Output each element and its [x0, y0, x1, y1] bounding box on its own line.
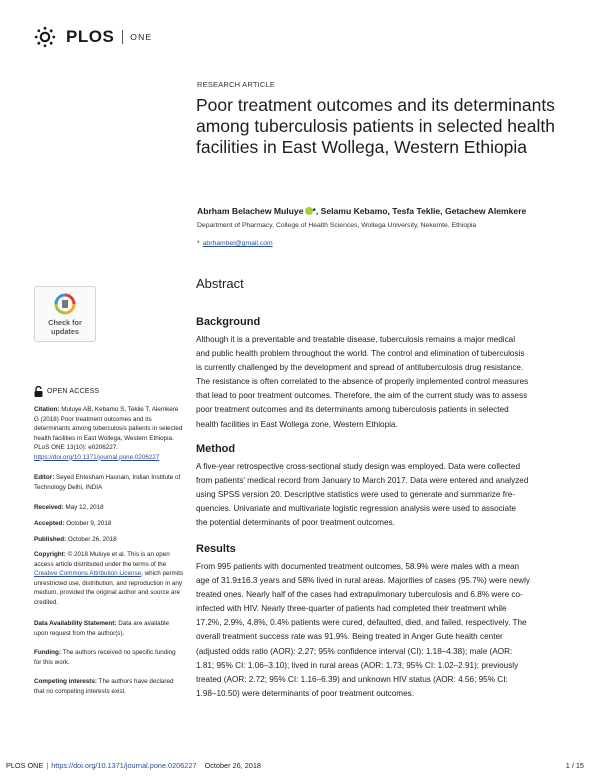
check-for-updates-badge[interactable]	[34, 286, 96, 342]
license-link[interactable]: Creative Commons Attribution License	[34, 570, 142, 577]
results-paragraph: From 995 patients with documented treatment outcomes, 58.9% were males with a mean age of 31.9±16.3 years and 58% lived in rural areas. Majorities of cases (95.7%) were newly treated ones. Nearly half of the cases had extrapulmonary tuberculosis and 6.8% were co- infected with HIV. Nearly three-quarter of patients had completed their treatment while 17.2%, 2.9%, 4.8%, 0.4% patients were cured, defaulted, died, and failed, respectively. The overall treatment success rate was 91.9%. Being treated in Anger Gute health center (adjusted odds ratio (AOR): 2.27; 95% confidence interval (CI): 1.18–4.38); male (AOR: 1.81; 95% CI: 1.06–3.10); lived in rural areas (AOR: 1.73; 95% CI: 1.02–2.91); previously treated (AOR: 2.72; 95% CI: 1.16–6.39) and unknown HIV status (AOR: 4.56; 95% CI: 1.98–10.50) were determinants of poor treatment outcomes.	[196, 562, 530, 698]
corresponding-email: * abrhambel@gmail.com	[197, 240, 273, 247]
competing-interests-block: Competing interests: The authors have declared that no competing interests exist.	[34, 678, 174, 695]
method-paragraph: A five-year retrospective cross-sectional study design was employed. Data were collected from patients' medical record from January to March 2017. Data were entered and analyzed using SPSS version 20. Descriptive statistics were used to generate and summarize fre- quencies. Univariate and multivariate logistic regression analysis were used to associate the potential determinants of poor treatment outcomes.	[196, 462, 529, 528]
editor-block: Editor: Seyed Ehtesham Hasnain, Indian Institute of Technology Delhi, INDIA	[34, 474, 181, 491]
copyright-block: Copyright: © 2018 Muluye et al. This is an open access article distributed under the terms of the Creative Commons Attribution License, which permits unrestricted use, distribution, and reproduction in any medium, provided the original author and source are credited.	[34, 551, 184, 606]
article-type: RESEARCH ARTICLE	[197, 80, 276, 89]
received-date: Received: May 12, 2018	[34, 504, 104, 511]
check-for-updates-icon	[54, 293, 76, 315]
method-heading: Method	[196, 443, 236, 455]
background-paragraph: Although it is a preventable and treatable disease, tuberculosis remains a major medical and public health problem throughout the world. The control and elimination of tuberculosis is currently challenged by the development and spread of antituberculosis drug resistance. The resistance is often correlated to the absence of properly implemented control measures that lead to poor treatment outcomes. Therefore, the aim of the current study was to assess poor treatment outcomes and its determinants among tuberculosis patients in selected health facilities in East Wollega zone, Western Ethiopia.	[196, 335, 529, 429]
open-lock-icon	[34, 386, 43, 397]
footer-citation: PLOS ONE | https://doi.org/10.1371/journal.pone.0206227 October 26, 2018	[6, 761, 261, 770]
page-number: 1 / 15	[565, 761, 584, 770]
logo-brand: PLOS	[66, 27, 115, 46]
footer-doi-link[interactable]: https://doi.org/10.1371/journal.pone.0206227	[51, 761, 197, 770]
results-heading: Results	[196, 543, 236, 555]
plos-sunburst-icon	[34, 26, 64, 48]
abstract-heading: Abstract	[196, 276, 244, 291]
open-access-label: OPEN ACCESS	[34, 386, 99, 397]
background-heading: Background	[196, 316, 261, 328]
accepted-date: Accepted: October 9, 2018	[34, 520, 112, 527]
plos-one-logo	[34, 26, 152, 48]
published-date: Published: October 26, 2018	[34, 536, 117, 543]
orcid-icon[interactable]	[305, 207, 313, 215]
footer-date: October 26, 2018	[204, 761, 261, 770]
logo-journal: ONE	[130, 32, 153, 42]
data-availability-block: Data Availability Statement: Data are available upon request from the author(s).	[34, 620, 169, 637]
article-title: Poor treatment outcomes and its determinants among tuberculosis patients in selected health facilities in East Wollega, Western Ethiopia	[196, 95, 555, 157]
citation-block: Citation: Muluye AB, Kebamo S, Teklie T, Alemkere G (2018) Poor treatment outcomes and its determinants among tuberculosis patients in selected health facilities in East Wollega, Western Ethiopia. PLoS ONE 13(10): e0206227. https://doi.org/10.1371/journal.pone.0206227	[34, 406, 183, 461]
badge-label: Check for updates	[48, 318, 82, 336]
citation-doi-link[interactable]: https://doi.org/10.1371/journal.pone.0206227	[34, 453, 160, 461]
funding-block: Funding: The authors received no specific funding for this work.	[34, 649, 176, 666]
affiliation: Department of Pharmacy, College of Health Sciences, Wollega University, Nekemte, Ethiopia	[197, 222, 477, 229]
author-list: Abrham Belachew Muluye *, Selamu Kebamo, Tesfa Teklie, Getachew Alemkere	[197, 206, 527, 216]
logo-divider	[122, 30, 123, 44]
email-link[interactable]: abrhambel@gmail.com	[202, 240, 273, 247]
